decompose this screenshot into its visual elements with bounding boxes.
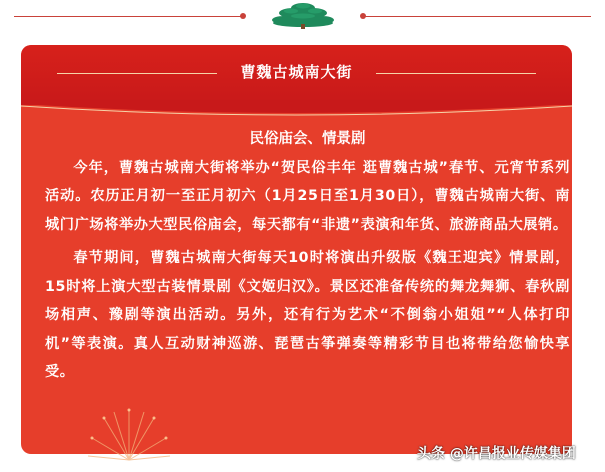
firework-icon <box>84 400 174 470</box>
article-paragraph: 今年，曹魏古城南大街将举办“贺民俗丰年 逛曹魏古城”春节、元宵节系列活动。农历正月初一至正月初六（1月25日至1月30日），曹魏古城南大街、南城门广场将举办大型民俗庙会，每天都有“非遗”表演和年货、旅游商品大展销。 <box>45 159 570 233</box>
article-paragraph: 春节期间，曹魏古城南大街每天10时将演出升级版《魏王迎宾》情景剧，15时将上演大型古装情景剧《文姬归汉》。景区还准备传统的舞龙舞狮、春秋剧场相声、豫剧等演出活动。另外，还有行为艺术“不倒翁小姐姐”“人体打印机”等表演。真人互动财神巡游、琵琶古筝弹奏等精彩节目也将带给您愉快享受。 <box>45 250 570 380</box>
section-title: 曹魏古城南大街 <box>240 63 353 81</box>
article-body <box>45 125 570 387</box>
top-divider-left <box>14 16 242 17</box>
pine-tree-icon <box>266 0 340 30</box>
header-curve-decoration <box>21 100 572 122</box>
watermark-text: 头条 @许昌报业传媒集团 <box>417 446 576 462</box>
card-header <box>21 45 572 105</box>
content-card <box>21 45 572 454</box>
top-ornament <box>0 0 605 32</box>
top-divider-dot-left <box>240 13 246 19</box>
top-divider-right <box>363 16 591 17</box>
article-subhead: 民俗庙会、情景剧 <box>249 131 366 147</box>
